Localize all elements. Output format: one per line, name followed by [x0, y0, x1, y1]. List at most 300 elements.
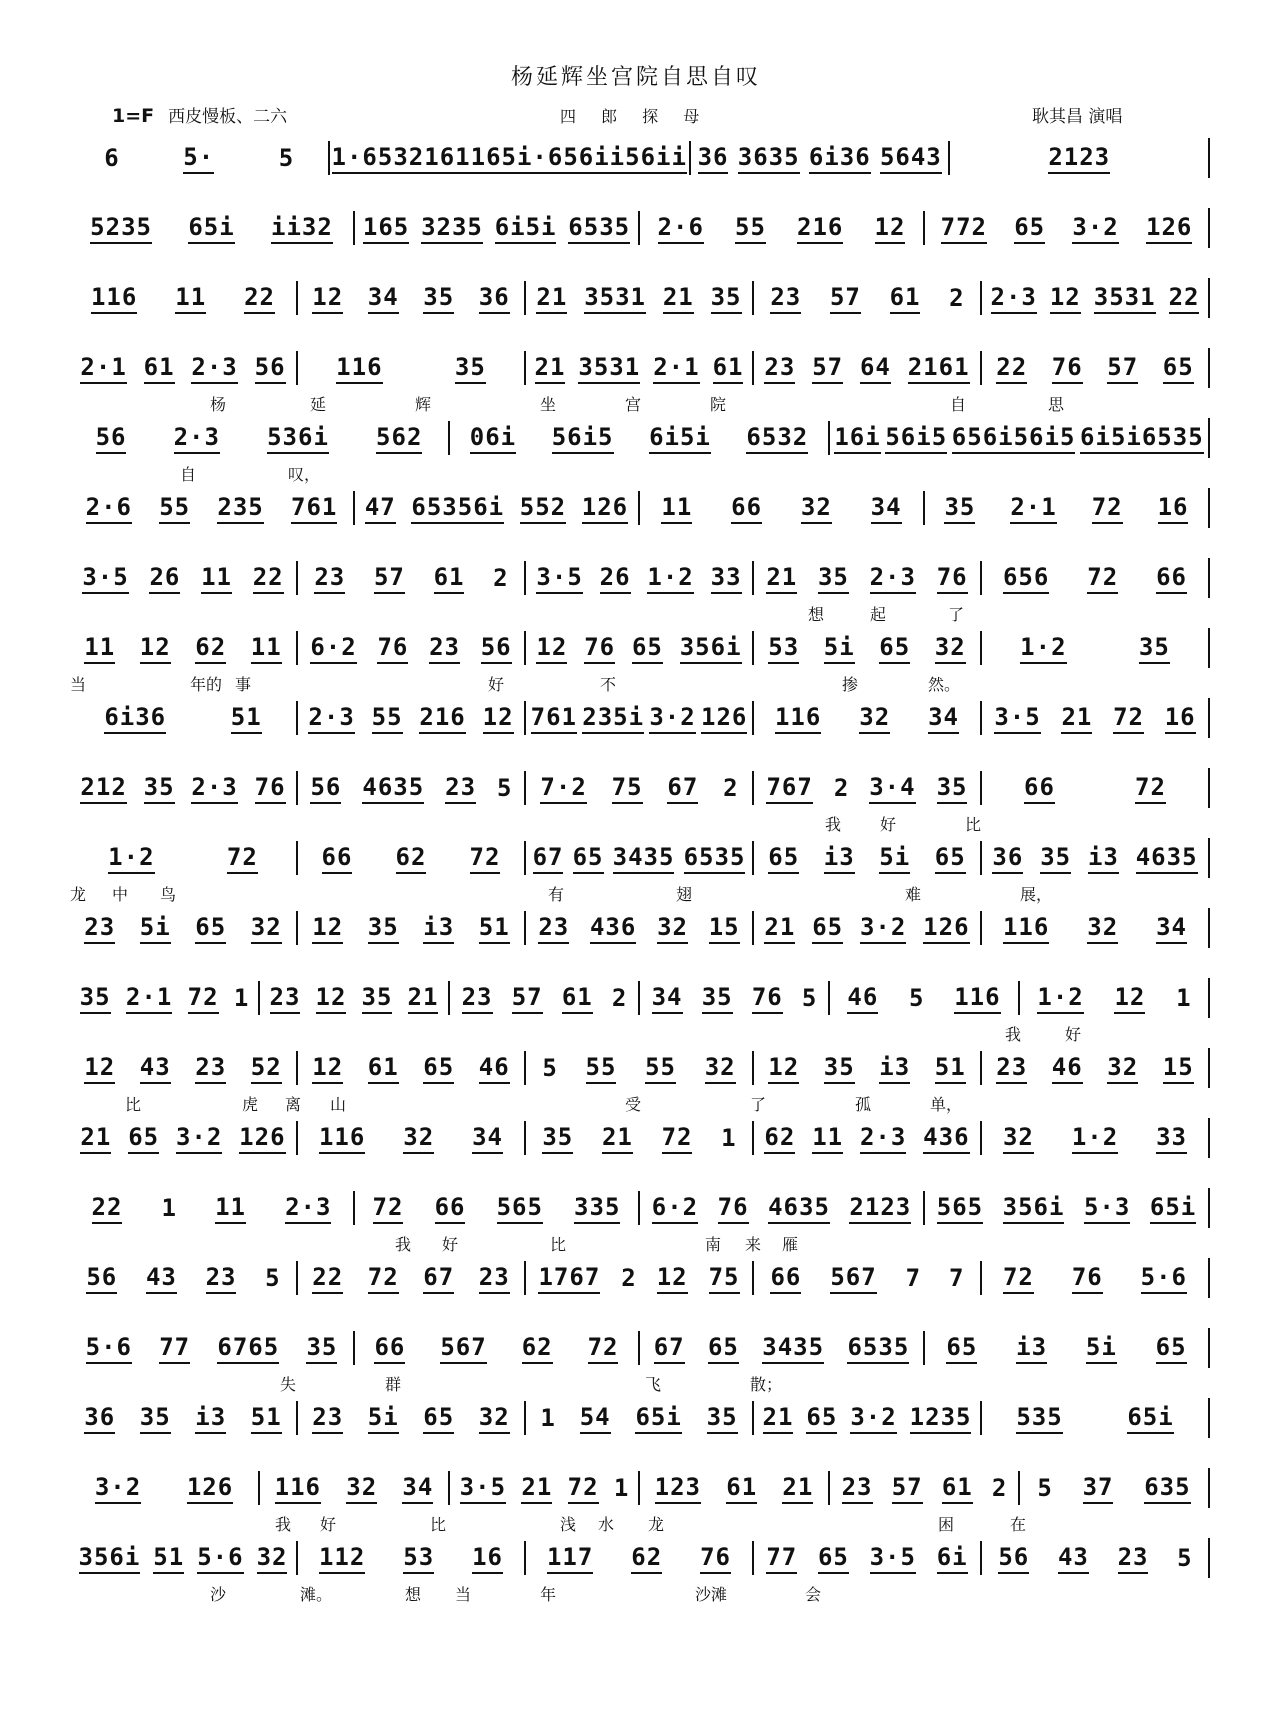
note-group: 35 — [707, 1403, 738, 1434]
note-group: 34 — [1156, 913, 1187, 944]
note-group: 3·5 — [870, 1543, 916, 1574]
note-group: 635 — [1144, 1473, 1190, 1504]
note-group: 12 — [140, 633, 171, 664]
note-group: 6·2 — [652, 1193, 698, 1224]
note-group: 5 — [265, 1264, 280, 1292]
note-group: 66 — [1024, 773, 1055, 804]
score-row — [70, 698, 1210, 768]
note-group: 34 — [652, 983, 683, 1014]
note-group: 3·2 — [176, 1123, 222, 1154]
note-group: 21 — [602, 1123, 633, 1154]
note-group: 11 — [175, 283, 206, 314]
note-group: 126 — [923, 913, 969, 944]
note-group: 1·2 — [1037, 983, 1083, 1014]
note-group: 76 — [1072, 1263, 1103, 1294]
note-group: 112 — [319, 1543, 365, 1574]
note-group: 53 — [378, 143, 409, 174]
measure — [980, 841, 1208, 875]
note-group: 2·3 — [191, 353, 237, 384]
note-group: ii32 — [271, 213, 333, 244]
note-group: 2 — [611, 984, 627, 1012]
measure — [296, 561, 524, 595]
note-line — [70, 1048, 1210, 1088]
note-group: 21 — [764, 913, 795, 944]
score-row — [70, 628, 1210, 698]
note-group: 2·1 — [126, 983, 172, 1014]
note-group: 35 — [944, 493, 975, 524]
note-group: 6535 — [568, 213, 630, 244]
note-group: 21 — [521, 1473, 552, 1504]
note-group: 22 — [312, 1263, 343, 1294]
measure — [752, 1051, 980, 1085]
note-group: 72 — [1135, 773, 1166, 804]
note-group: 12 — [536, 633, 567, 664]
note-group: 66 — [770, 1263, 801, 1294]
note-line — [70, 1188, 1210, 1228]
note-group: 3435 — [762, 1333, 824, 1364]
note-group: 5 — [542, 1054, 557, 1082]
measure — [70, 1401, 296, 1435]
measure — [296, 281, 524, 315]
note-group: 436 — [590, 913, 636, 944]
note-group: 12 — [768, 1053, 799, 1084]
measure — [70, 281, 296, 315]
note-line — [70, 1258, 1210, 1298]
note-group: 21 — [763, 1403, 794, 1434]
measure — [638, 1331, 923, 1365]
score-row — [70, 1188, 1210, 1258]
score-row — [70, 1538, 1210, 1608]
note-group: 55 — [645, 1053, 676, 1084]
note-group: 656 — [1003, 563, 1049, 594]
note-group: 32 — [657, 913, 688, 944]
measure — [70, 1541, 296, 1575]
note-group: 3·5 — [460, 1473, 506, 1504]
lyric-char: 我 — [1005, 1025, 1022, 1044]
note-group: 65 — [423, 1403, 454, 1434]
note-group: 2 — [621, 1264, 636, 1292]
note-group: 65 — [812, 913, 843, 944]
note-group: 32 — [705, 1053, 736, 1084]
note-line — [70, 838, 1210, 878]
note-group: 72 — [568, 1473, 599, 1504]
note-group: 56ii — [563, 143, 625, 174]
lyric-char: 比 — [125, 1095, 142, 1114]
lyric-char: 比 — [965, 815, 982, 834]
note-group: 2·6 — [658, 213, 704, 244]
note-group: 51 — [231, 703, 262, 734]
note-group: 11 — [215, 1193, 246, 1224]
note-group: 72 — [373, 1193, 404, 1224]
lyric-char: 了 — [948, 605, 965, 624]
note-group: i3 — [1016, 1333, 1047, 1364]
note-group: 7 — [949, 1264, 964, 1292]
note-group: 1 — [721, 1124, 736, 1152]
note-group: 11 — [84, 633, 115, 664]
note-group: 126 — [701, 703, 747, 734]
lyric-char: 在 — [1010, 1515, 1027, 1534]
note-group: 57 — [812, 353, 843, 384]
measure — [1018, 1471, 1208, 1505]
note-group: 116 — [954, 983, 1000, 1014]
note-group: 35 — [702, 983, 733, 1014]
note-group: 22 — [996, 353, 1027, 384]
note-group: 32 — [251, 913, 282, 944]
note-group: 51 — [935, 1053, 966, 1084]
lyric-char: 了 — [750, 1095, 767, 1114]
note-group: 56 — [481, 633, 512, 664]
note-group: 567 — [830, 1263, 876, 1294]
note-group: 536i — [267, 423, 329, 454]
note-group: 56 — [255, 353, 286, 384]
note-group: 76 — [377, 633, 408, 664]
note-group: 65 — [768, 843, 799, 874]
score-row — [70, 488, 1210, 558]
note-group: 32 — [1003, 1123, 1034, 1154]
measure — [70, 211, 353, 245]
note-group: 356i — [79, 1543, 141, 1574]
note-group: 12 — [657, 1263, 688, 1294]
note-group: 123 — [655, 1473, 701, 1504]
note-group: 43 — [140, 1053, 171, 1084]
score-row — [70, 1048, 1210, 1118]
measure — [296, 1541, 524, 1575]
note-group: 21 — [782, 1473, 813, 1504]
note-group: 65 — [935, 843, 966, 874]
note-group: 12 — [875, 213, 906, 244]
note-group: 23 — [996, 1053, 1027, 1084]
note-group: i·6 — [517, 143, 563, 174]
measure — [1018, 981, 1208, 1015]
note-group: 62 — [195, 633, 226, 664]
note-group: 56 — [86, 1263, 117, 1294]
note-group: 65356i — [411, 493, 504, 524]
note-group: 2·3 — [191, 773, 237, 804]
note-group: i3 — [195, 1403, 226, 1434]
note-group: 62 — [522, 1333, 553, 1364]
note-line — [70, 1398, 1210, 1438]
note-group: 12 — [312, 1053, 343, 1084]
note-group: 5i — [368, 1403, 399, 1434]
measure — [328, 141, 689, 175]
note-group: 6765 — [217, 1333, 279, 1364]
key-signature — [112, 102, 287, 127]
measure — [689, 141, 949, 175]
measure — [638, 491, 923, 525]
note-group: 2 — [723, 774, 738, 802]
lyric-char: 雁 — [782, 1235, 799, 1254]
note-group: 3531 — [584, 283, 646, 314]
note-group: 1235 — [910, 1403, 972, 1434]
note-group: 15 — [709, 913, 740, 944]
note-group: 5 — [497, 774, 512, 802]
note-group: 51 — [479, 913, 510, 944]
note-group: 6 — [104, 144, 119, 172]
lyric-char: 飞 — [645, 1375, 662, 1394]
note-group: 61 — [713, 353, 744, 384]
lyric-char: 翅 — [676, 885, 693, 904]
measure — [70, 351, 296, 385]
measure — [296, 1121, 524, 1155]
lyric-char: 年的 — [190, 675, 223, 694]
measure — [524, 1051, 752, 1085]
note-group: 35 — [362, 983, 393, 1014]
note-group: 61 — [726, 1473, 757, 1504]
note-line — [70, 978, 1210, 1018]
note-group: 216 — [409, 143, 455, 174]
note-group: 76 — [752, 983, 783, 1014]
lyric-char: 会 — [805, 1585, 822, 1604]
note-group: 4635 — [362, 773, 424, 804]
note-group: 72 — [1087, 563, 1118, 594]
note-group: i3 — [423, 913, 454, 944]
measure — [980, 701, 1208, 735]
note-group: i3 — [1088, 843, 1119, 874]
measure — [353, 1331, 638, 1365]
note-group: 36 — [698, 143, 729, 174]
measure — [70, 1261, 296, 1295]
note-group: 23 — [445, 773, 476, 804]
note-group: 116 — [319, 1123, 365, 1154]
note-group: 35 — [368, 913, 399, 944]
measure — [752, 701, 980, 735]
note-group: 3·2 — [850, 1403, 896, 1434]
note-group: 34 — [402, 1473, 433, 1504]
measure — [448, 1471, 638, 1505]
note-group: 65 — [573, 843, 604, 874]
note-group: 76 — [255, 773, 286, 804]
note-group: 35 — [711, 283, 742, 314]
note-group: 61 — [434, 563, 465, 594]
measure — [980, 1401, 1208, 1435]
note-group: 3·2 — [649, 703, 695, 734]
note-group: 34 — [928, 703, 959, 734]
lyric-char: 宫 — [625, 395, 642, 414]
measure — [353, 491, 638, 525]
note-group: 47 — [365, 493, 396, 524]
note-group: 33 — [711, 563, 742, 594]
note-group: 16i — [834, 423, 880, 454]
measure — [980, 1261, 1208, 1295]
measure — [296, 1401, 524, 1435]
key-label: 1=F — [112, 105, 155, 127]
note-group: 65 — [1156, 1333, 1187, 1364]
note-group: 56i5 — [552, 423, 614, 454]
note-group: 56i5 — [885, 423, 947, 454]
note-group: 62 — [764, 1123, 795, 1154]
lyric-char: 来 — [745, 1235, 762, 1254]
note-group: 55 — [586, 1053, 617, 1084]
note-group: 23 — [314, 563, 345, 594]
note-group: 72 — [1092, 493, 1123, 524]
note-group: 23 — [764, 353, 795, 384]
score-row — [70, 1468, 1210, 1538]
note-group: 5·6 — [1141, 1263, 1187, 1294]
note-line — [70, 628, 1210, 668]
note-line — [70, 1118, 1210, 1158]
note-group: 6i — [937, 1543, 968, 1574]
measure — [752, 1121, 980, 1155]
note-group: 656i56i5 — [952, 423, 1076, 454]
measure — [638, 1471, 828, 1505]
note-group: 772 — [941, 213, 987, 244]
note-group: 76 — [584, 633, 615, 664]
score-row — [70, 1398, 1210, 1468]
note-group: 65i — [635, 1403, 681, 1434]
note-group: 767 — [766, 773, 812, 804]
note-group: 21 — [663, 283, 694, 314]
lyric-char: 年 — [540, 1585, 557, 1604]
note-group: 1 — [613, 1474, 629, 1502]
lyric-char: 自 — [950, 395, 967, 414]
lyric-char: 沙 — [210, 1585, 227, 1604]
measure — [828, 421, 1208, 455]
measure — [752, 1261, 980, 1295]
measure — [70, 1191, 353, 1225]
note-group: 56 — [96, 423, 127, 454]
note-group: 65i — [188, 213, 234, 244]
lyric-line — [70, 672, 1210, 696]
lyric-line — [70, 1582, 1210, 1606]
note-group: 565 — [497, 1193, 543, 1224]
note-group: 5·6 — [86, 1333, 132, 1364]
measure — [752, 911, 980, 945]
note-group: 7·2 — [540, 773, 586, 804]
score-row — [70, 908, 1210, 978]
note-group: 34 — [472, 1123, 503, 1154]
note-group: 66 — [435, 1193, 466, 1224]
note-group: 22 — [92, 1193, 123, 1224]
lyric-char: 好 — [880, 815, 897, 834]
note-group: 2·3 — [285, 1193, 331, 1224]
note-group: 126 — [187, 1473, 233, 1504]
measure — [923, 491, 1208, 525]
lyric-char: 好 — [320, 1515, 337, 1534]
note-group: 5i — [879, 843, 910, 874]
note-group: 65 — [806, 1403, 837, 1434]
measure — [524, 1261, 752, 1295]
note-group: 165 — [363, 213, 409, 244]
note-group: 72 — [368, 1263, 399, 1294]
lyric-char: 我 — [395, 1235, 412, 1254]
note-line — [70, 1468, 1210, 1508]
note-group: 126 — [582, 493, 628, 524]
measure — [296, 911, 524, 945]
measure — [752, 351, 980, 385]
note-group: 2·1 — [1010, 493, 1056, 524]
measure — [980, 281, 1208, 315]
note-group: 64 — [860, 353, 891, 384]
note-group: 65 — [946, 1333, 977, 1364]
note-group: 2161 — [908, 353, 970, 384]
note-group: 1·2 — [647, 563, 693, 594]
note-line — [70, 558, 1210, 598]
lyric-char: 起 — [870, 605, 887, 624]
lyric-char: 浅 — [560, 1515, 577, 1534]
note-line — [70, 1538, 1210, 1578]
note-group: 23 — [206, 1263, 237, 1294]
measure — [524, 1401, 752, 1435]
measure — [828, 981, 1018, 1015]
measure — [752, 281, 980, 315]
note-group: 3·5 — [994, 703, 1040, 734]
lyric-char: 然。 — [928, 675, 961, 694]
note-group: 61 — [942, 1473, 973, 1504]
note-group: 21 — [535, 353, 566, 384]
lyric-char: 当 — [455, 1585, 472, 1604]
note-group: 2·3 — [174, 423, 220, 454]
note-group: 761 — [291, 493, 337, 524]
note-group: 36 — [992, 843, 1023, 874]
note-group: 1 — [1176, 984, 1191, 1012]
note-group: 7 — [905, 1264, 921, 1292]
measure — [524, 561, 752, 595]
note-group: 2·3 — [860, 1123, 906, 1154]
note-group: 2123 — [1048, 143, 1110, 174]
note-group: 62 — [396, 843, 427, 874]
lyric-char: 不 — [600, 675, 617, 694]
note-group: 57 — [374, 563, 405, 594]
measure — [70, 561, 296, 595]
note-group: 5 — [1037, 1474, 1052, 1502]
score-row — [70, 138, 1210, 208]
lyric-char: 延 — [310, 395, 327, 414]
note-group: 116 — [275, 1473, 321, 1504]
note-group: 1767 — [538, 1263, 600, 1294]
measure — [296, 841, 524, 875]
note-group: 5 — [801, 984, 817, 1012]
note-group: 34 — [368, 283, 399, 314]
lyric-char: 龙 — [648, 1515, 665, 1534]
lyric-char: 我 — [275, 1515, 292, 1534]
note-group: 356i — [680, 633, 742, 664]
lyric-char: 坐 — [540, 395, 557, 414]
note-group: 66 — [322, 843, 353, 874]
note-group: 55 — [159, 493, 190, 524]
note-group: 212 — [80, 773, 126, 804]
note-group: 35 — [818, 563, 849, 594]
note-group: 2123 — [849, 1193, 911, 1224]
measure — [923, 1331, 1208, 1365]
note-line — [70, 208, 1210, 248]
measure — [980, 561, 1208, 595]
note-group: 65 — [818, 1543, 849, 1574]
note-group: 51 — [153, 1543, 184, 1574]
measure — [70, 1331, 353, 1365]
measure — [524, 701, 752, 735]
measure — [524, 1121, 752, 1155]
note-group: 65 — [708, 1333, 739, 1364]
note-group: 32 — [257, 1543, 288, 1574]
note-group: 235i — [582, 703, 644, 734]
lyric-char: 好 — [442, 1235, 459, 1254]
note-group: 12 — [483, 703, 514, 734]
score-row — [70, 978, 1210, 1048]
note-group: 65i — [1127, 1403, 1173, 1434]
note-group: 535 — [1016, 1403, 1062, 1434]
note-group: 46 — [1052, 1053, 1083, 1084]
note-group: 32 — [1107, 1053, 1138, 1084]
lyric-line — [70, 1372, 1210, 1396]
note-group: 6i5i6535 — [1080, 423, 1204, 454]
note-group: 23 — [195, 1053, 226, 1084]
note-group: 562 — [376, 423, 422, 454]
note-group: 1·6 — [332, 143, 378, 174]
note-group: 67 — [667, 773, 698, 804]
note-line — [70, 278, 1210, 318]
note-group: 12 — [316, 983, 347, 1014]
measure — [752, 771, 980, 805]
